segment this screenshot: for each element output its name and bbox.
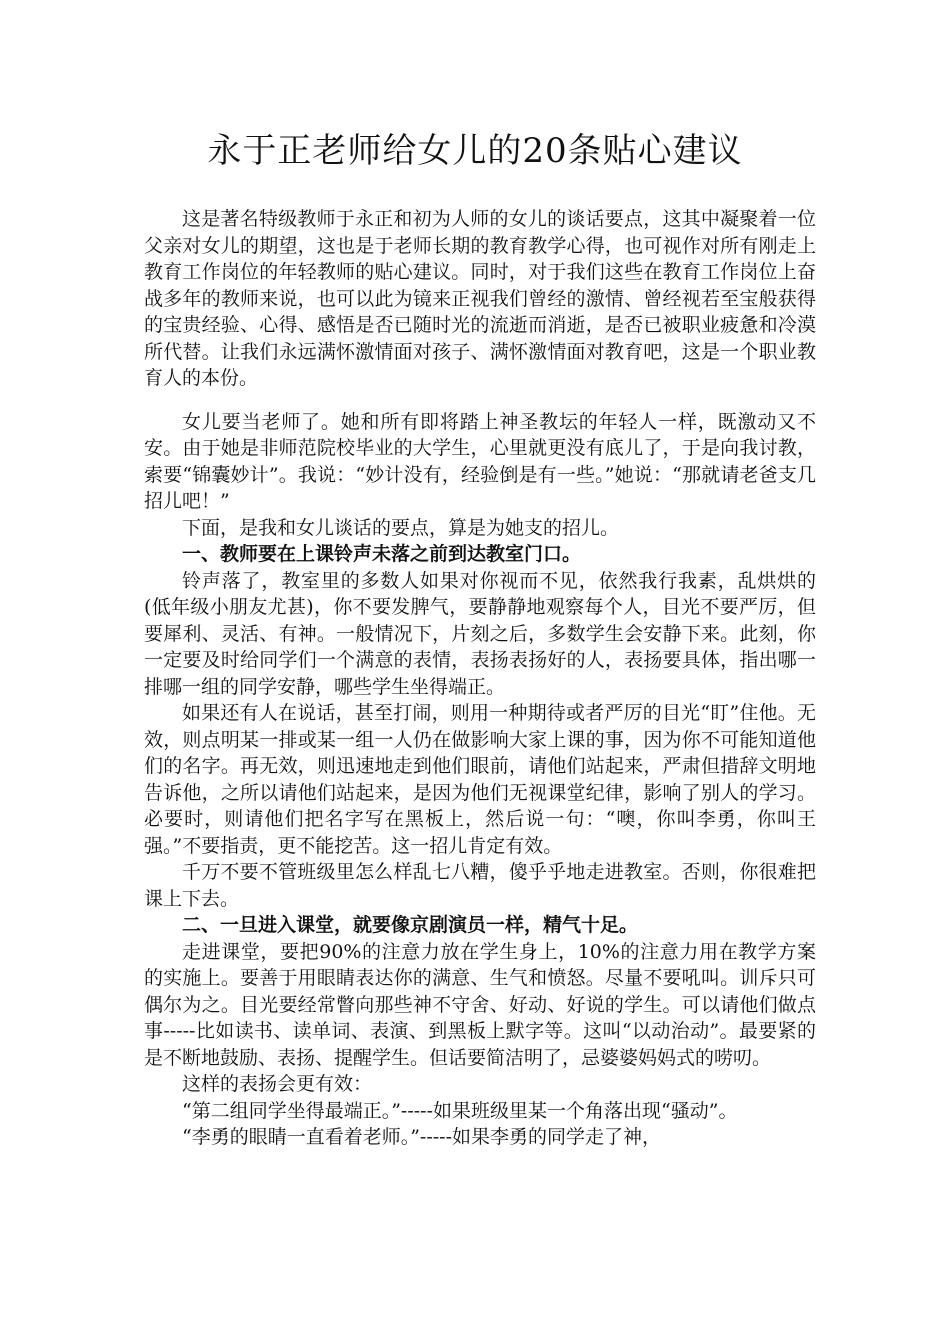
- document-title: 永于正老师给女儿的20条贴心建议: [207, 131, 743, 171]
- body-paragraph: 女儿要当老师了。她和所有即将踏上神圣教坛的年轻人一样，既激动又不安。由于她是非师范院校毕业的大学生，心里就更没有底儿了，于是向我讨教，索要“锦囊妙计”。我说：“妙计没有，经验倒是有一些。”她说：“那就请老爸支几招儿吧！”: [144, 410, 816, 512]
- body-paragraph: 千万不要不管班级里怎么样乱七八糟，傻乎乎地走进教室。否则，你很难把课上下去。: [144, 861, 816, 910]
- body-paragraph: 铃声落了，教室里的多数人如果对你视而不见，依然我行我素，乱烘烘的(低年级小朋友尤甚)，你不要发脾气，要静静地观察每个人，目光不要严厉，但要犀利、灵活、有神。一般情况下，片刻之后，多数学生会安静下来。此刻，你一定要及时给同学们一个满意的表情，表扬表扬好的人，表扬要具体，指出哪一排哪一组的同学安静，哪些学生坐得端正。: [144, 569, 816, 698]
- document-body: [144, 206, 816, 1151]
- quote-paragraph: “第二组同学坐得最端正。”-----如果班级里某一个角落出现“骚动”。: [182, 1099, 738, 1122]
- quote-paragraph: “李勇的眼睛一直看着老师。”-----如果李勇的同学走了神，: [182, 1126, 662, 1148]
- body-paragraph: 走进课堂，要把90%的注意力放在学生身上，10%的注意力用在教学方案的实施上。要善于用眼睛表达你的满意、生气和愤怒。尽量不要吼叫。训斥只可偶尔为之。目光要经常瞥向那些神不守舍、好动、好说的学生。可以请他们做点事-----比如读书、读单词、表演、到黑板上默字等。这叫“以动治动”。最要紧的是不断地鼓励、表扬、提醒学生。但话要简洁明了，忌婆婆妈妈式的唠叨。: [144, 940, 816, 1069]
- body-paragraph: 这样的表扬会更有效：: [182, 1073, 373, 1095]
- section-heading-2: 二、一旦进入课堂，就要像京剧演员一样，精气十足。: [182, 914, 639, 936]
- intro-paragraph: 这是著名特级教师于永正和初为人师的女儿的谈话要点，这其中凝聚着一位父亲对女儿的期望，这也是于老师长期的教育教学心得，也可视作对所有刚走上教育工作岗位的年轻教师的贴心建议。同时，对于我们这些在教育工作岗位上奋战多年的教师来说，也可以此为镜来正视我们曾经的激情、曾经视若至宝般获得的宝贵经验、心得、感悟是否已随时光的流逝而消逝，是否已被职业疲惫和冷漠所代替。让我们永远满怀激情面对孩子、满怀激情面对教育吧，这是一个职业教育人的本份。: [144, 208, 816, 389]
- body-paragraph: 下面，是我和女儿谈话的要点，算是为她支的招儿。: [182, 516, 620, 539]
- body-paragraph: 如果还有人在说话，甚至打闹，则用一种期待或者严厉的目光“盯”住他。无效，则点明某一排或某一组一人仍在做影响大家上课的事，因为你不可能知道他们的名字。再无效，则迅速地走到他们眼前，请他们站起来，严肃但措辞文明地告诉他，之所以请他们站起来，是因为他们无视课堂纪律，影响了别人的学习。必要时，则请他们把名字写在黑板上，然后说一句：“噢，你叫李勇，你叫王强。”不要指责，更不能挖苦。这一招儿肯定有效。: [144, 702, 816, 857]
- section-heading-1: 一、教师要在上课铃声未落之前到达教室门口。: [182, 543, 582, 565]
